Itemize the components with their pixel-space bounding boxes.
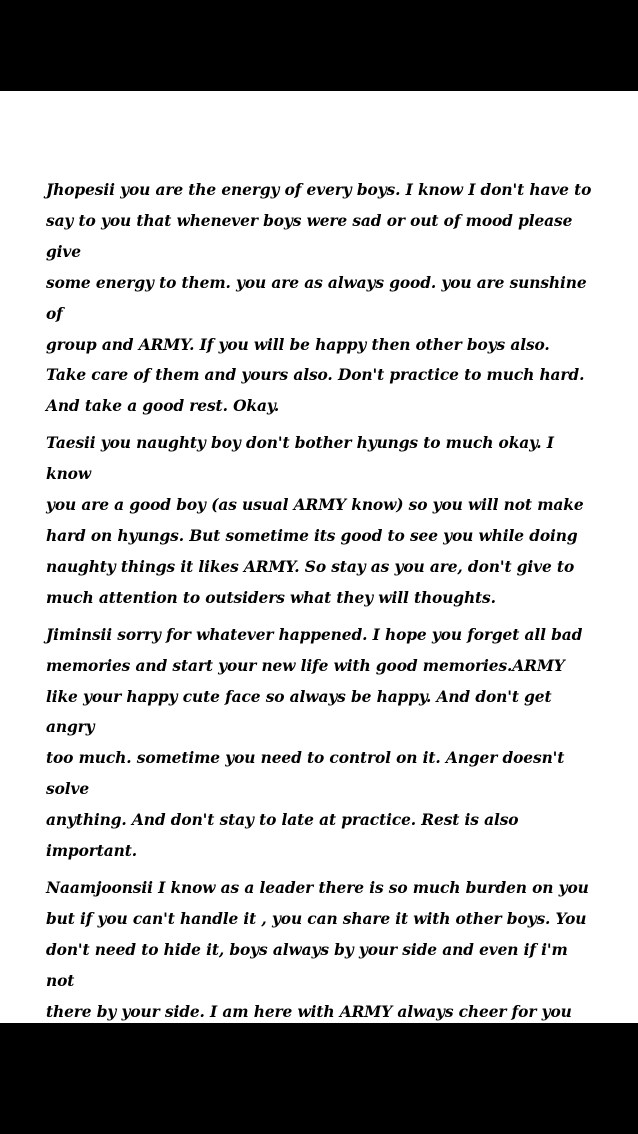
paragraph-jhope: Jhopesii you are the energy of every boys. I know I don't have to say to you that whenever boys were sad or out of mood please give some energy to them. you are as always good. you are sunshine of group and ARMY. If you will be happy then other boys also. Take care of them and yours also. Don't practice to much hard. And take a good rest. Okay.: [46, 181, 592, 416]
paragraph-jimin: Jiminsii sorry for whatever happened. I hope you forget all bad memories and start your new life with good memories.ARMY like your happy cute face so always be happy. And don't get angry too much. sometime you need to control on it. Anger doesn't solve anything. And don't stay to late at practice. Rest is also important.: [46, 625, 583, 861]
top-black-bar: [0, 0, 638, 91]
letter-body: [46, 175, 594, 1064]
paragraph-taehyung: Taesii you naughty boy don't bother hyungs to much okay. I know you are a good boy (as usual ARMY know) so you will not make hard on hyungs. But sometime its good to see you while doing naughty things it likes ARMY. So stay as you are, don't give to much attention to outsiders what they will thoughts.: [46, 434, 584, 607]
paragraph-namjoon: Naamjoonsii I know as a leader there is so much burden on you but if you can't handle it , you can share it with other boys. You don't need to hide it, boys always by your side and even if i'm not there by your side. I am here with ARMY always cheer for you: [46, 878, 589, 1021]
letter-page: [0, 91, 638, 1023]
bottom-black-bar: [0, 1023, 638, 1134]
